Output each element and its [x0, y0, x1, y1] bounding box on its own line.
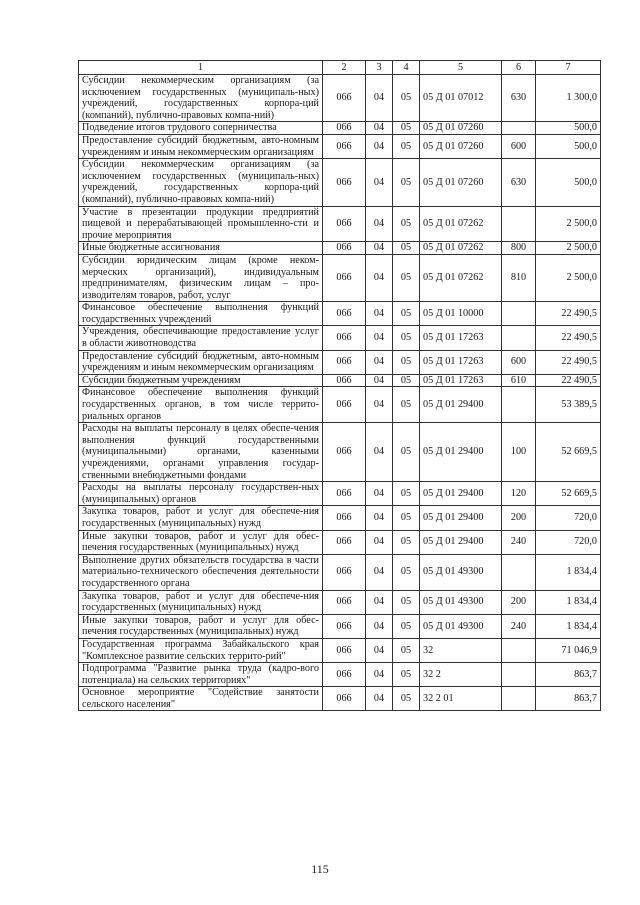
row-expense-type	[502, 387, 536, 423]
row-subsection-code: 05	[393, 482, 420, 506]
row-ministry-code: 066	[323, 387, 366, 423]
row-subsection-code: 05	[393, 530, 420, 554]
table-row	[79, 614, 601, 638]
row-subsection-code: 05	[393, 302, 420, 326]
table-row	[79, 638, 601, 662]
table-row	[79, 482, 601, 506]
row-amount: 53 389,5	[536, 387, 601, 423]
row-target-article: 32 2	[420, 663, 502, 687]
table-row	[79, 326, 601, 350]
row-ministry-code: 066	[323, 134, 366, 158]
row-expense-type: 630	[502, 75, 536, 122]
row-target-article: 32	[420, 638, 502, 662]
row-section-code: 04	[366, 387, 393, 423]
row-expense-type	[502, 687, 536, 711]
row-description: Закупка товаров, работ и услуг для обеспече-ния государственных (муниципальных) нужд	[79, 590, 323, 614]
row-section-code: 04	[366, 206, 393, 242]
row-target-article: 05 Д 01 17263	[420, 326, 502, 350]
row-amount: 71 046,9	[536, 638, 601, 662]
row-section-code: 04	[366, 326, 393, 350]
row-description: Субсидии юридическим лицам (кроме неком-мерческих организаций), индивидуальным предпринимателям, физическим лицам – про-изводителям товаров, работ, услуг	[79, 254, 323, 301]
row-description: Подведение итогов трудового соперничества	[79, 122, 323, 135]
header-cell-4: 4	[393, 61, 420, 75]
row-description: Иные закупки товаров, работ и услуг для обес-печения государственных (муниципальных) нужд	[79, 530, 323, 554]
row-subsection-code: 05	[393, 159, 420, 206]
row-ministry-code: 066	[323, 590, 366, 614]
row-description: Финансовое обеспечение выполнения функций государственных органов, в том числе террито-риальных органов	[79, 387, 323, 423]
budget-table	[78, 60, 601, 711]
row-description: Иные бюджетные ассигнования	[79, 242, 323, 255]
row-ministry-code: 066	[323, 326, 366, 350]
table-row	[79, 374, 601, 387]
row-ministry-code: 066	[323, 423, 366, 482]
row-ministry-code: 066	[323, 530, 366, 554]
row-description: Субсидии бюджетным учреждениям	[79, 374, 323, 387]
row-description: Предоставление субсидий бюджетным, авто-номным учреждениям и иным некоммерческим организациям	[79, 134, 323, 158]
row-target-article: 05 Д 01 07262	[420, 242, 502, 255]
header-cell-6: 6	[502, 61, 536, 75]
row-target-article: 05 Д 01 17263	[420, 350, 502, 374]
row-section-code: 04	[366, 506, 393, 530]
table-row	[79, 242, 601, 255]
row-target-article: 32 2 01	[420, 687, 502, 711]
header-cell-7: 7	[536, 61, 601, 75]
row-section-code: 04	[366, 423, 393, 482]
table-row	[79, 387, 601, 423]
row-description: Подпрограмма "Развитие рынка труда (кадро-вого потенциала) на сельских территориях"	[79, 663, 323, 687]
row-target-article: 05 Д 01 07260	[420, 159, 502, 206]
row-ministry-code: 066	[323, 159, 366, 206]
row-expense-type: 810	[502, 254, 536, 301]
row-ministry-code: 066	[323, 350, 366, 374]
table-row	[79, 254, 601, 301]
row-description: Выполнение других обязательств государства в части материально-технического обеспечения деятельности государственного органа	[79, 554, 323, 590]
row-section-code: 04	[366, 254, 393, 301]
row-target-article: 05 Д 01 07012	[420, 75, 502, 122]
row-section-code: 04	[366, 159, 393, 206]
row-target-article: 05 Д 01 07262	[420, 206, 502, 242]
row-expense-type	[502, 326, 536, 350]
row-description: Государственная программа Забайкальского края "Комплексное развитие сельских террито-рий"	[79, 638, 323, 662]
row-amount: 500,0	[536, 134, 601, 158]
row-subsection-code: 05	[393, 206, 420, 242]
row-ministry-code: 066	[323, 75, 366, 122]
header-cell-5: 5	[420, 61, 502, 75]
table-row	[79, 506, 601, 530]
row-section-code: 04	[366, 242, 393, 255]
row-expense-type: 240	[502, 530, 536, 554]
row-subsection-code: 05	[393, 687, 420, 711]
table-row	[79, 423, 601, 482]
row-description: Расходы на выплаты персоналу в целях обеспе-чения выполнения функций государственными (муниципальными) органами, казенными учреждениями, органами управления государ-ственными внебюджетными фондами	[79, 423, 323, 482]
row-subsection-code: 05	[393, 663, 420, 687]
row-expense-type	[502, 122, 536, 135]
row-subsection-code: 05	[393, 122, 420, 135]
row-target-article: 05 Д 01 29400	[420, 482, 502, 506]
table-row	[79, 350, 601, 374]
row-section-code: 04	[366, 638, 393, 662]
row-expense-type	[502, 206, 536, 242]
row-ministry-code: 066	[323, 242, 366, 255]
row-target-article: 05 Д 01 49300	[420, 614, 502, 638]
table-row	[79, 302, 601, 326]
row-ministry-code: 066	[323, 206, 366, 242]
header-cell-3: 3	[366, 61, 393, 75]
row-amount: 500,0	[536, 122, 601, 135]
row-subsection-code: 05	[393, 387, 420, 423]
row-amount: 1 834,4	[536, 554, 601, 590]
row-target-article: 05 Д 01 29400	[420, 530, 502, 554]
row-section-code: 04	[366, 374, 393, 387]
row-section-code: 04	[366, 663, 393, 687]
row-amount: 500,0	[536, 159, 601, 206]
row-target-article: 05 Д 01 29400	[420, 423, 502, 482]
row-ministry-code: 066	[323, 687, 366, 711]
row-subsection-code: 05	[393, 374, 420, 387]
row-subsection-code: 05	[393, 638, 420, 662]
row-section-code: 04	[366, 350, 393, 374]
row-amount: 52 669,5	[536, 423, 601, 482]
row-expense-type: 200	[502, 590, 536, 614]
row-expense-type	[502, 554, 536, 590]
table-row	[79, 206, 601, 242]
row-amount: 720,0	[536, 530, 601, 554]
header-cell-1: 1	[79, 61, 323, 75]
table-row	[79, 159, 601, 206]
row-section-code: 04	[366, 134, 393, 158]
table-row	[79, 663, 601, 687]
row-subsection-code: 05	[393, 242, 420, 255]
table-row	[79, 530, 601, 554]
row-target-article: 05 Д 01 07260	[420, 134, 502, 158]
row-amount: 863,7	[536, 663, 601, 687]
row-ministry-code: 066	[323, 506, 366, 530]
row-subsection-code: 05	[393, 506, 420, 530]
row-expense-type	[502, 302, 536, 326]
row-expense-type	[502, 638, 536, 662]
row-section-code: 04	[366, 75, 393, 122]
row-section-code: 04	[366, 614, 393, 638]
row-amount: 863,7	[536, 687, 601, 711]
row-amount: 1 300,0	[536, 75, 601, 122]
row-expense-type: 200	[502, 506, 536, 530]
row-section-code: 04	[366, 302, 393, 326]
row-expense-type: 800	[502, 242, 536, 255]
page-number: 115	[311, 862, 329, 876]
row-ministry-code: 066	[323, 482, 366, 506]
row-description: Учреждения, обеспечивающие предоставление услуг в области животноводства	[79, 326, 323, 350]
row-subsection-code: 05	[393, 614, 420, 638]
header-row	[79, 61, 601, 75]
row-target-article: 05 Д 01 07260	[420, 122, 502, 135]
row-amount: 720,0	[536, 506, 601, 530]
row-description: Субсидии некоммерческим организациям (за исключением государственных (муниципаль-ных) учреждений, государственных корпора-ций (компаний), публично-правовых компа-ний)	[79, 159, 323, 206]
table-row	[79, 75, 601, 122]
row-section-code: 04	[366, 590, 393, 614]
row-section-code: 04	[366, 122, 393, 135]
table-body	[79, 61, 601, 711]
row-subsection-code: 05	[393, 75, 420, 122]
row-description: Иные закупки товаров, работ и услуг для обес-печения государственных (муниципальных) нужд	[79, 614, 323, 638]
row-ministry-code: 066	[323, 302, 366, 326]
row-description: Финансовое обеспечение выполнения функций государственных учреждений	[79, 302, 323, 326]
row-amount: 52 669,5	[536, 482, 601, 506]
row-subsection-code: 05	[393, 326, 420, 350]
row-ministry-code: 066	[323, 663, 366, 687]
table-row	[79, 590, 601, 614]
row-amount: 22 490,5	[536, 350, 601, 374]
table-row	[79, 122, 601, 135]
row-target-article: 05 Д 01 49300	[420, 590, 502, 614]
row-description: Предоставление субсидий бюджетным, авто-номным учреждениям и иным некоммерческим организациям	[79, 350, 323, 374]
row-expense-type: 120	[502, 482, 536, 506]
row-subsection-code: 05	[393, 554, 420, 590]
row-description: Расходы на выплаты персоналу государствен-ных (муниципальных) органов	[79, 482, 323, 506]
row-amount: 22 490,5	[536, 302, 601, 326]
row-expense-type: 600	[502, 134, 536, 158]
row-subsection-code: 05	[393, 590, 420, 614]
row-target-article: 05 Д 01 29400	[420, 387, 502, 423]
row-expense-type: 630	[502, 159, 536, 206]
row-subsection-code: 05	[393, 423, 420, 482]
row-ministry-code: 066	[323, 554, 366, 590]
row-expense-type: 240	[502, 614, 536, 638]
row-target-article: 05 Д 01 49300	[420, 554, 502, 590]
table-row	[79, 554, 601, 590]
row-ministry-code: 066	[323, 122, 366, 135]
row-expense-type: 600	[502, 350, 536, 374]
row-section-code: 04	[366, 482, 393, 506]
row-ministry-code: 066	[323, 638, 366, 662]
row-subsection-code: 05	[393, 254, 420, 301]
row-description: Субсидии некоммерческим организациям (за исключением государственных (муниципаль-ных) учреждений, государственных корпора-ций (компаний), публично-правовых компа-ний)	[79, 75, 323, 122]
row-description: Закупка товаров, работ и услуг для обеспече-ния государственных (муниципальных) нужд	[79, 506, 323, 530]
row-target-article: 05 Д 01 17263	[420, 374, 502, 387]
row-subsection-code: 05	[393, 134, 420, 158]
row-amount: 22 490,5	[536, 326, 601, 350]
table-row	[79, 134, 601, 158]
row-amount: 2 500,0	[536, 254, 601, 301]
row-expense-type	[502, 663, 536, 687]
row-ministry-code: 066	[323, 614, 366, 638]
row-target-article: 05 Д 01 10000	[420, 302, 502, 326]
row-subsection-code: 05	[393, 350, 420, 374]
row-section-code: 04	[366, 687, 393, 711]
row-description: Основное мероприятие "Содействие занятости сельского населения"	[79, 687, 323, 711]
table-row	[79, 687, 601, 711]
row-description: Участие в презентации продукции предприятий пищевой и перерабатывающей промышленно-сти и прочие мероприятия	[79, 206, 323, 242]
row-amount: 1 834,4	[536, 614, 601, 638]
budget-table-page	[78, 60, 600, 711]
row-ministry-code: 066	[323, 374, 366, 387]
row-target-article: 05 Д 01 07262	[420, 254, 502, 301]
row-expense-type: 100	[502, 423, 536, 482]
row-amount: 2 500,0	[536, 206, 601, 242]
row-expense-type: 610	[502, 374, 536, 387]
header-cell-2: 2	[323, 61, 366, 75]
row-section-code: 04	[366, 554, 393, 590]
row-amount: 22 490,5	[536, 374, 601, 387]
row-target-article: 05 Д 01 29400	[420, 506, 502, 530]
row-amount: 1 834,4	[536, 590, 601, 614]
row-ministry-code: 066	[323, 254, 366, 301]
row-section-code: 04	[366, 530, 393, 554]
row-amount: 2 500,0	[536, 242, 601, 255]
